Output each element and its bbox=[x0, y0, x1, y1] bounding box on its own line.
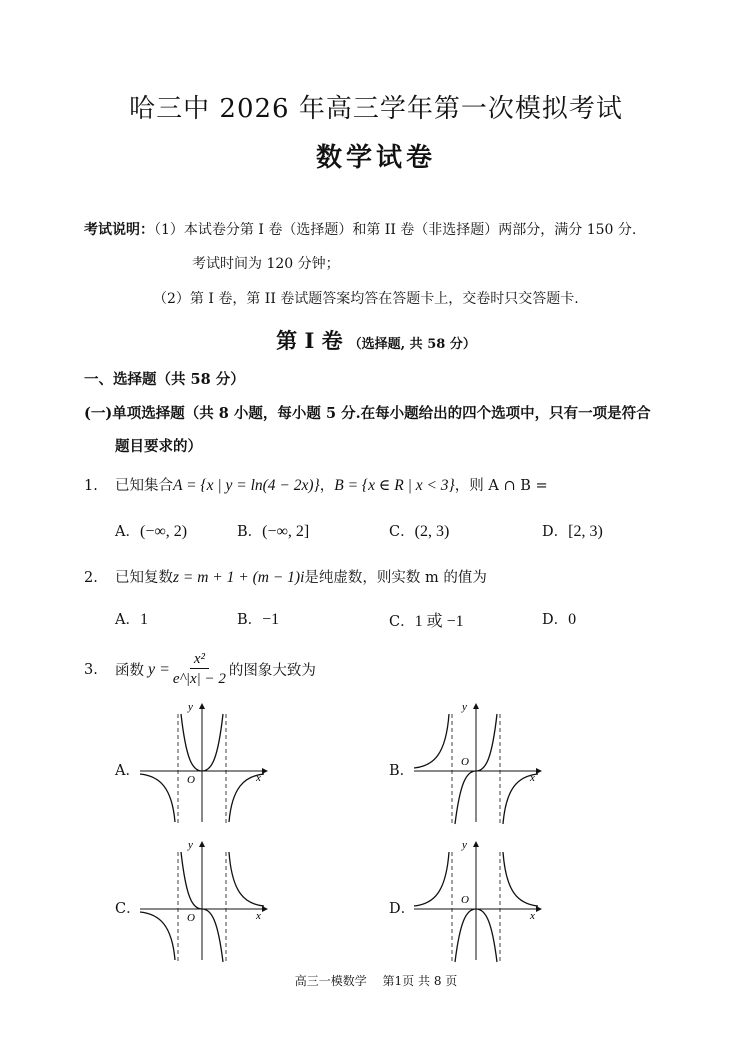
graph-a-label[interactable]: A． bbox=[115, 763, 140, 779]
x-label: x bbox=[256, 772, 261, 784]
q1-option-d[interactable] bbox=[542, 520, 603, 541]
curve-left bbox=[140, 912, 175, 960]
y-label: y bbox=[462, 701, 467, 713]
section-title-main: 第 I 卷 bbox=[276, 328, 343, 353]
exam-subtitle: 数学试卷 bbox=[315, 143, 436, 173]
origin-label: O bbox=[461, 756, 469, 768]
question-3-suffix: 的图象大致为 bbox=[228, 663, 316, 679]
function-lhs: y = bbox=[148, 660, 170, 678]
x-axis-arrow bbox=[262, 768, 268, 774]
origin-label: O bbox=[461, 894, 469, 906]
question-number: 2. bbox=[84, 570, 98, 586]
option-value: −1 bbox=[262, 611, 280, 628]
exam-title: 哈三中 2026 年高三学年第一次模拟考试 bbox=[129, 94, 623, 124]
curve-right bbox=[503, 852, 538, 906]
set-b-expression: B = {x ∈ R | x < 3} bbox=[334, 477, 455, 494]
option-letter: B． bbox=[237, 524, 263, 540]
q2-option-b[interactable] bbox=[237, 608, 279, 629]
option-letter: D． bbox=[542, 524, 569, 540]
instructions-text-1: （1）本试卷分第 I 卷（选择题）和第 II 卷（非选择题）两部分，满分 150 分. bbox=[154, 222, 637, 238]
graph-b[interactable] bbox=[406, 700, 546, 828]
x-label: x bbox=[256, 910, 261, 922]
y-label: y bbox=[462, 839, 467, 851]
question-2-prefix: 已知复数 bbox=[115, 570, 173, 586]
graph-c[interactable] bbox=[132, 838, 272, 966]
x-axis-arrow bbox=[262, 906, 268, 912]
instructions-line-2: （2）第 I 卷，第 II 卷试题答案均答在答题卡上，交卷时只交答题卡. bbox=[153, 291, 579, 307]
question-number: 1. bbox=[84, 478, 98, 494]
sub-heading-line-2: 题目要求的） bbox=[115, 438, 202, 455]
y-axis-arrow bbox=[473, 703, 479, 709]
question-2-suffix: 是纯虚数，则实数 m 的值为 bbox=[304, 570, 487, 586]
function-fraction bbox=[173, 650, 226, 689]
x-label: x bbox=[530, 772, 535, 784]
option-value: (−∞, 2] bbox=[262, 523, 310, 540]
question-number: 3. bbox=[84, 661, 98, 678]
page-footer: 高三一模数学 第1页 共 8 页 bbox=[294, 974, 458, 988]
question-1 bbox=[84, 474, 548, 495]
graph-a[interactable] bbox=[132, 700, 272, 828]
instructions-line-1 bbox=[84, 219, 636, 239]
option-value: 1 或 −1 bbox=[414, 613, 464, 630]
y-axis-arrow bbox=[473, 841, 479, 847]
q2-option-d[interactable] bbox=[542, 608, 576, 629]
section-title-note: （选择题, 共 58 分） bbox=[348, 337, 476, 352]
y-axis-arrow bbox=[199, 841, 205, 847]
fraction-denominator: e^|x| − 2 bbox=[172, 671, 226, 687]
y-label: y bbox=[188, 839, 193, 851]
option-letter: A． bbox=[115, 612, 140, 628]
complex-expression: z = m + 1 + (m − 1)i bbox=[173, 569, 305, 586]
q2-option-c[interactable] bbox=[389, 608, 464, 631]
option-letter: C． bbox=[389, 524, 415, 540]
curve-left bbox=[414, 852, 449, 906]
q1-option-a[interactable] bbox=[115, 520, 187, 541]
graph-c-label[interactable]: C． bbox=[115, 901, 141, 917]
question-3-prefix: 函数 bbox=[115, 663, 144, 679]
y-axis-arrow bbox=[199, 703, 205, 709]
x-axis-arrow bbox=[536, 768, 542, 774]
q1-option-b[interactable] bbox=[237, 520, 309, 541]
option-letter: A． bbox=[115, 524, 140, 540]
sub-heading-line-1: (一)单项选择题（共 8 小题，每小题 5 分.在每小题给出的四个选项中，只有一项是符合 bbox=[84, 405, 651, 422]
instructions-label: 考试说明： bbox=[84, 222, 154, 238]
graph-b-label[interactable]: B． bbox=[389, 763, 415, 779]
option-value: (2, 3) bbox=[414, 523, 450, 540]
q2-option-a[interactable] bbox=[115, 608, 148, 629]
option-letter: D． bbox=[542, 612, 569, 628]
graph-d[interactable] bbox=[406, 838, 546, 966]
part-heading: 一、选择题（共 58 分） bbox=[84, 371, 245, 388]
option-letter: B． bbox=[237, 612, 263, 628]
option-value: 0 bbox=[568, 611, 577, 628]
curve-left bbox=[140, 774, 175, 822]
option-value: [2, 3) bbox=[568, 523, 603, 540]
instructions-line-1b: 考试时间为 120 分钟； bbox=[192, 256, 340, 272]
fraction-numerator: x² bbox=[190, 650, 209, 669]
q1-option-c[interactable] bbox=[389, 520, 449, 541]
graph-d-label[interactable]: D． bbox=[389, 901, 416, 917]
curve-left bbox=[414, 714, 449, 768]
option-value: (−∞, 2) bbox=[139, 523, 188, 540]
question-1-sep: ， bbox=[319, 478, 335, 494]
option-value: 1 bbox=[139, 611, 148, 628]
question-1-suffix: ，则 A ∩ B = bbox=[454, 478, 548, 494]
set-a-expression: A = {x | y = ln(4 − 2x)} bbox=[173, 477, 320, 494]
curve-right bbox=[229, 852, 264, 906]
x-axis-arrow bbox=[536, 906, 542, 912]
option-letter: C． bbox=[389, 614, 415, 630]
x-label: x bbox=[530, 910, 535, 922]
section-title bbox=[0, 325, 752, 355]
origin-label: O bbox=[187, 774, 195, 786]
question-2 bbox=[84, 566, 487, 587]
question-3 bbox=[84, 650, 316, 689]
question-1-prefix: 已知集合 bbox=[115, 478, 173, 494]
y-label: y bbox=[188, 701, 193, 713]
origin-label: O bbox=[187, 912, 195, 924]
